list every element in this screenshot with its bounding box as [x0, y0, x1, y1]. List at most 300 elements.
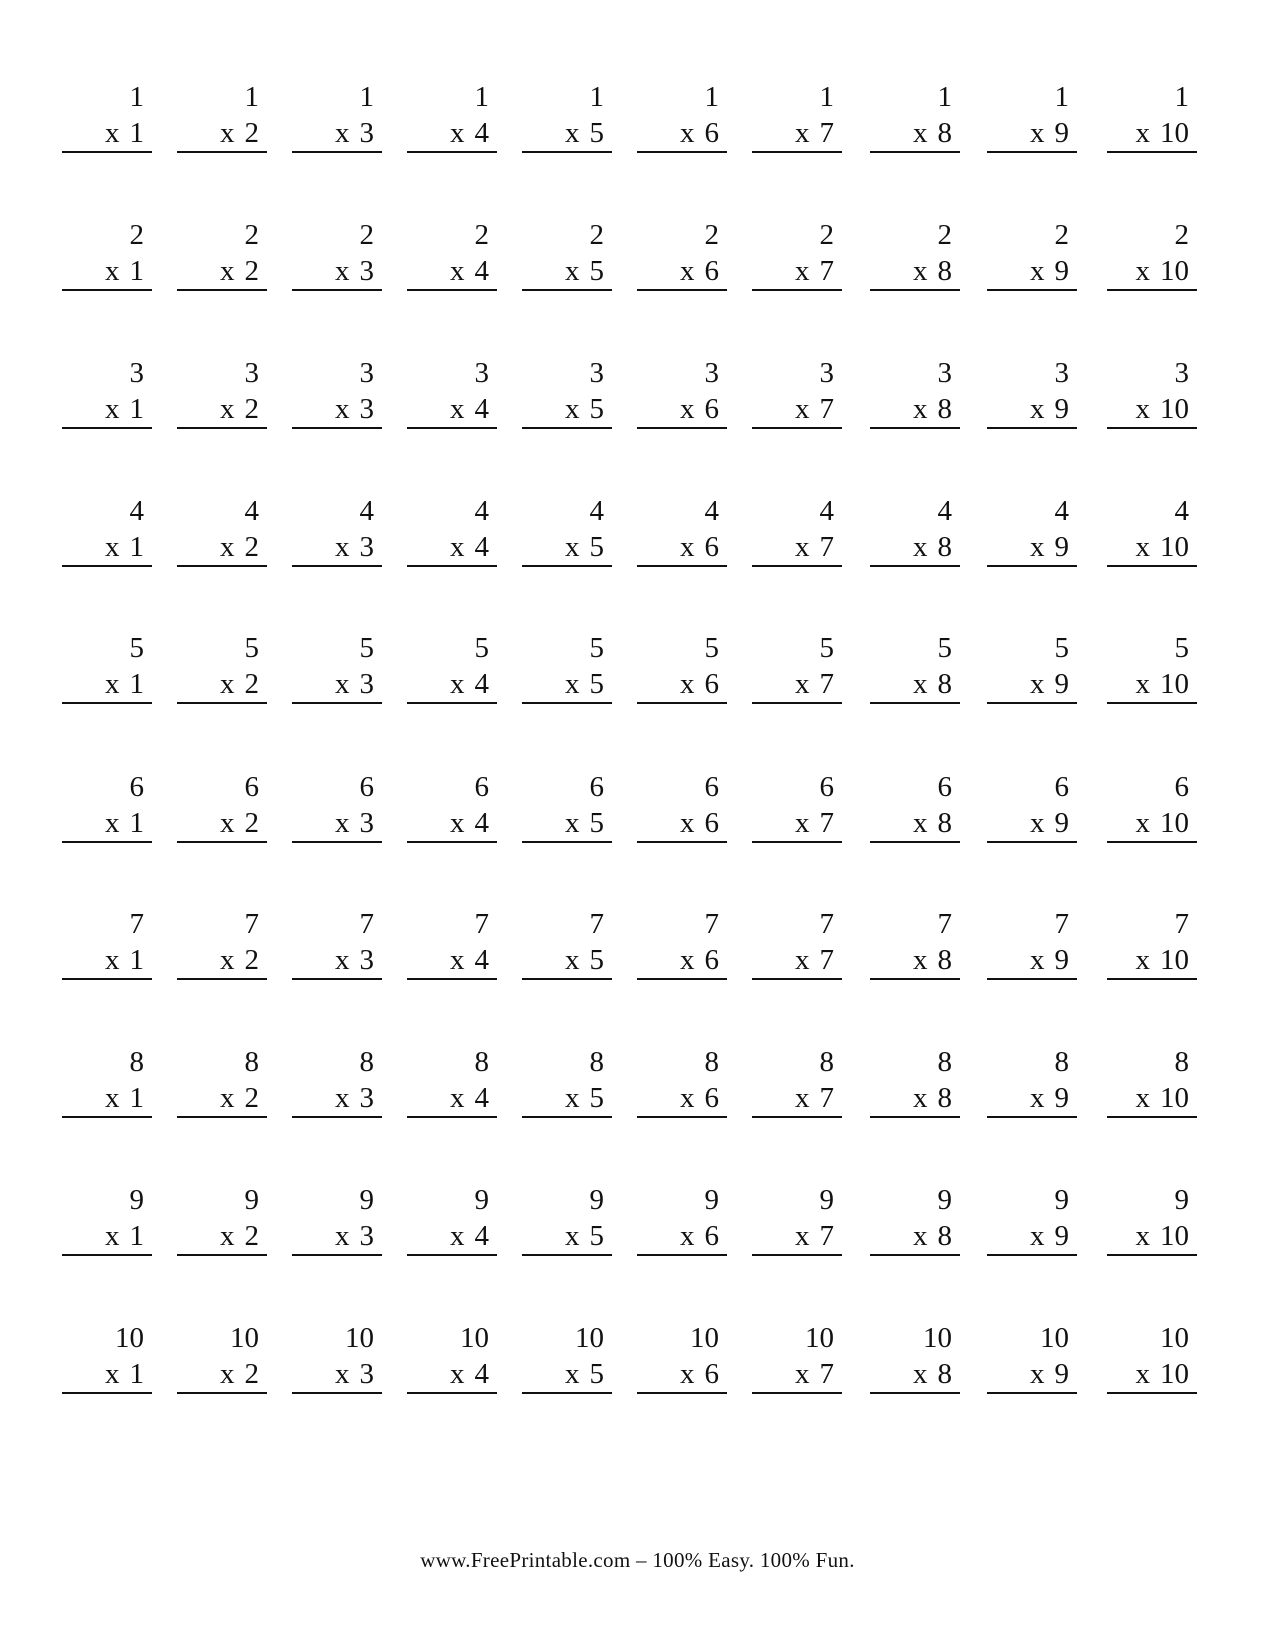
multiplication-problem: [62, 494, 152, 564]
problem-top-number: 3: [244, 357, 259, 389]
multiplication-problem: [62, 907, 152, 977]
multiplication-problem: [637, 1183, 727, 1253]
answer-line: [292, 702, 382, 704]
multiply-operator: x: [565, 1082, 580, 1114]
problem-top-number: 10: [575, 1322, 604, 1354]
multiplication-problem: [1107, 218, 1197, 288]
problem-top-number: 4: [129, 495, 144, 527]
problem-bottom-row: [1030, 1357, 1069, 1391]
problem-top-number: 7: [129, 908, 144, 940]
multiplication-problem: [407, 907, 497, 977]
problem-bottom-row: [220, 806, 259, 840]
problem-bottom-row: [913, 1357, 952, 1391]
answer-line: [522, 702, 612, 704]
multiply-operator: x: [335, 807, 350, 839]
problem-top-number: 9: [1174, 1184, 1189, 1216]
answer-line: [987, 289, 1077, 291]
problem-bottom-number: 7: [819, 1220, 834, 1252]
multiplication-problem: [870, 907, 960, 977]
problem-bottom-number: 8: [937, 117, 952, 149]
multiplication-problem: [637, 907, 727, 977]
answer-line: [637, 978, 727, 980]
multiplication-problem: [62, 80, 152, 150]
problem-bottom-row: [1030, 667, 1069, 701]
problem-top-number: 2: [937, 219, 952, 251]
problem-bottom-row: [795, 254, 834, 288]
problem-bottom-number: 7: [819, 393, 834, 425]
problem-top-number: 5: [474, 632, 489, 664]
problem-bottom-number: 7: [819, 944, 834, 976]
problem-bottom-row: [335, 530, 374, 564]
problem-bottom-row: [565, 392, 604, 426]
problem-top-number: 10: [690, 1322, 719, 1354]
multiply-operator: x: [680, 117, 695, 149]
multiply-operator: x: [565, 668, 580, 700]
multiply-operator: x: [1030, 1358, 1045, 1390]
multiplication-problem: [292, 631, 382, 701]
problem-bottom-number: 6: [704, 1082, 719, 1114]
problem-bottom-row: [105, 116, 144, 150]
problem-top-number: 2: [129, 219, 144, 251]
problem-bottom-number: 9: [1054, 1358, 1069, 1390]
problem-top-number: 9: [244, 1184, 259, 1216]
problem-bottom-number: 7: [819, 531, 834, 563]
answer-line: [522, 1254, 612, 1256]
problem-bottom-number: 10: [1160, 807, 1189, 839]
answer-line: [1107, 151, 1197, 153]
problem-bottom-row: [1030, 254, 1069, 288]
multiplication-problem: [62, 1045, 152, 1115]
multiplication-problem: [407, 1183, 497, 1253]
answer-line: [522, 1116, 612, 1118]
problem-bottom-number: 4: [474, 807, 489, 839]
multiply-operator: x: [335, 944, 350, 976]
multiply-operator: x: [1135, 117, 1150, 149]
multiplication-problem: [292, 770, 382, 840]
multiply-operator: x: [450, 668, 465, 700]
problem-top-number: 3: [1054, 357, 1069, 389]
problem-top-number: 7: [359, 908, 374, 940]
problem-bottom-row: [1136, 806, 1190, 840]
problem-top-number: 3: [704, 357, 719, 389]
answer-line: [637, 565, 727, 567]
problem-bottom-number: 5: [589, 944, 604, 976]
answer-line: [62, 1254, 152, 1256]
multiply-operator: x: [220, 668, 235, 700]
answer-line: [62, 1116, 152, 1118]
multiplication-problem: [870, 218, 960, 288]
multiplication-problem: [62, 631, 152, 701]
answer-line: [752, 1116, 842, 1118]
problem-bottom-number: 2: [244, 1082, 259, 1114]
problem-bottom-row: [450, 254, 489, 288]
multiply-operator: x: [1135, 1358, 1150, 1390]
problem-bottom-row: [1136, 530, 1190, 564]
problem-top-number: 4: [474, 495, 489, 527]
problem-top-number: 8: [1054, 1046, 1069, 1078]
multiply-operator: x: [795, 1358, 810, 1390]
multiplication-problem: [637, 218, 727, 288]
answer-line: [522, 841, 612, 843]
multiply-operator: x: [105, 1082, 120, 1114]
multiplication-problem: [177, 1183, 267, 1253]
answer-line: [177, 1116, 267, 1118]
problem-top-number: 7: [1054, 908, 1069, 940]
multiplication-problem: [177, 631, 267, 701]
problem-bottom-row: [1136, 943, 1190, 977]
multiply-operator: x: [565, 393, 580, 425]
problem-top-number: 4: [244, 495, 259, 527]
multiplication-problem: [62, 218, 152, 288]
problem-bottom-row: [220, 1357, 259, 1391]
problem-bottom-row: [565, 254, 604, 288]
problem-bottom-row: [1136, 254, 1190, 288]
problem-bottom-number: 6: [704, 1220, 719, 1252]
answer-line: [987, 1254, 1077, 1256]
problem-bottom-row: [1136, 1219, 1190, 1253]
multiply-operator: x: [913, 255, 928, 287]
answer-line: [292, 1254, 382, 1256]
answer-line: [407, 289, 497, 291]
problem-bottom-row: [913, 1219, 952, 1253]
multiplication-problem: [522, 80, 612, 150]
problem-top-number: 10: [805, 1322, 834, 1354]
problem-top-number: 7: [819, 908, 834, 940]
problem-bottom-number: 1: [129, 117, 144, 149]
multiplication-problem: [177, 1321, 267, 1391]
answer-line: [637, 702, 727, 704]
problem-bottom-row: [450, 116, 489, 150]
problem-top-number: 5: [1174, 632, 1189, 664]
problem-top-number: 9: [704, 1184, 719, 1216]
problem-bottom-number: 6: [704, 1358, 719, 1390]
multiply-operator: x: [680, 668, 695, 700]
problem-top-number: 8: [359, 1046, 374, 1078]
problem-bottom-number: 9: [1054, 117, 1069, 149]
problem-bottom-number: 3: [359, 1082, 374, 1114]
problem-top-number: 2: [359, 219, 374, 251]
problem-bottom-number: 9: [1054, 944, 1069, 976]
answer-line: [752, 1392, 842, 1394]
problem-top-number: 8: [474, 1046, 489, 1078]
problem-bottom-row: [1030, 943, 1069, 977]
multiply-operator: x: [1135, 393, 1150, 425]
multiply-operator: x: [335, 1082, 350, 1114]
problem-bottom-number: 3: [359, 393, 374, 425]
problem-bottom-number: 5: [589, 393, 604, 425]
answer-line: [522, 565, 612, 567]
answer-line: [522, 151, 612, 153]
problem-bottom-number: 9: [1054, 531, 1069, 563]
multiplication-problem: [62, 356, 152, 426]
problem-top-number: 4: [1054, 495, 1069, 527]
multiplication-problem: [637, 770, 727, 840]
problem-bottom-row: [565, 667, 604, 701]
answer-line: [752, 702, 842, 704]
problem-top-number: 3: [819, 357, 834, 389]
answer-line: [292, 1392, 382, 1394]
problem-top-number: 10: [345, 1322, 374, 1354]
multiplication-problem: [407, 356, 497, 426]
problem-bottom-number: 2: [244, 807, 259, 839]
problem-bottom-row: [680, 254, 719, 288]
multiply-operator: x: [680, 1358, 695, 1390]
multiply-operator: x: [680, 393, 695, 425]
problem-top-number: 1: [244, 81, 259, 113]
multiply-operator: x: [565, 255, 580, 287]
answer-line: [752, 289, 842, 291]
answer-line: [1107, 565, 1197, 567]
multiplication-problem: [752, 1183, 842, 1253]
problem-top-number: 2: [474, 219, 489, 251]
problem-top-number: 10: [230, 1322, 259, 1354]
multiplication-problem: [870, 1183, 960, 1253]
problem-bottom-row: [565, 806, 604, 840]
problem-bottom-row: [220, 1081, 259, 1115]
multiply-operator: x: [220, 1220, 235, 1252]
answer-line: [1107, 427, 1197, 429]
problem-top-number: 2: [244, 219, 259, 251]
multiplication-problem: [292, 1321, 382, 1391]
problem-top-number: 8: [1174, 1046, 1189, 1078]
multiply-operator: x: [565, 944, 580, 976]
problem-bottom-number: 3: [359, 531, 374, 563]
problem-bottom-number: 6: [704, 117, 719, 149]
problem-bottom-row: [450, 1081, 489, 1115]
multiply-operator: x: [105, 807, 120, 839]
problem-top-number: 2: [704, 219, 719, 251]
multiply-operator: x: [913, 807, 928, 839]
answer-line: [987, 151, 1077, 153]
problem-bottom-row: [335, 392, 374, 426]
problem-top-number: 6: [819, 771, 834, 803]
multiplication-problem: [522, 770, 612, 840]
problem-bottom-row: [565, 943, 604, 977]
multiplication-problem: [407, 1321, 497, 1391]
problem-top-number: 6: [589, 771, 604, 803]
problem-bottom-row: [1030, 1219, 1069, 1253]
problem-bottom-number: 2: [244, 393, 259, 425]
multiply-operator: x: [335, 255, 350, 287]
multiply-operator: x: [913, 668, 928, 700]
problem-bottom-row: [565, 1357, 604, 1391]
problem-bottom-number: 2: [244, 944, 259, 976]
multiplication-problem: [1107, 1321, 1197, 1391]
answer-line: [522, 1392, 612, 1394]
multiply-operator: x: [565, 1220, 580, 1252]
problem-bottom-row: [1030, 806, 1069, 840]
multiplication-problem: [292, 494, 382, 564]
problem-bottom-number: 8: [937, 1358, 952, 1390]
multiplication-problem: [1107, 494, 1197, 564]
multiplication-problem: [522, 356, 612, 426]
answer-line: [987, 427, 1077, 429]
multiplication-problem: [987, 356, 1077, 426]
problem-top-number: 1: [474, 81, 489, 113]
problem-bottom-number: 1: [129, 393, 144, 425]
problem-bottom-number: 8: [937, 1220, 952, 1252]
problem-bottom-row: [105, 254, 144, 288]
multiply-operator: x: [795, 807, 810, 839]
problem-top-number: 8: [819, 1046, 834, 1078]
answer-line: [1107, 289, 1197, 291]
problem-top-number: 5: [359, 632, 374, 664]
multiply-operator: x: [565, 1358, 580, 1390]
problem-top-number: 5: [589, 632, 604, 664]
answer-line: [407, 565, 497, 567]
multiply-operator: x: [1135, 668, 1150, 700]
problem-bottom-number: 10: [1160, 668, 1189, 700]
answer-line: [1107, 1392, 1197, 1394]
answer-line: [870, 565, 960, 567]
multiply-operator: x: [105, 531, 120, 563]
problem-top-number: 2: [589, 219, 604, 251]
problem-bottom-row: [680, 1219, 719, 1253]
multiply-operator: x: [335, 117, 350, 149]
problem-bottom-number: 4: [474, 117, 489, 149]
problem-top-number: 8: [244, 1046, 259, 1078]
problem-top-number: 5: [244, 632, 259, 664]
multiplication-problem: [637, 356, 727, 426]
multiplication-problem: [987, 631, 1077, 701]
problem-bottom-number: 1: [129, 944, 144, 976]
problem-top-number: 4: [937, 495, 952, 527]
answer-line: [407, 1116, 497, 1118]
problem-top-number: 6: [474, 771, 489, 803]
problem-bottom-row: [105, 1357, 144, 1391]
problem-bottom-number: 4: [474, 1358, 489, 1390]
problem-bottom-number: 8: [937, 944, 952, 976]
problem-top-number: 1: [819, 81, 834, 113]
answer-line: [987, 702, 1077, 704]
multiplication-problem: [752, 907, 842, 977]
multiply-operator: x: [1030, 255, 1045, 287]
multiply-operator: x: [450, 393, 465, 425]
multiply-operator: x: [565, 807, 580, 839]
problem-bottom-number: 9: [1054, 1220, 1069, 1252]
answer-line: [407, 978, 497, 980]
multiply-operator: x: [220, 1358, 235, 1390]
problem-bottom-row: [450, 943, 489, 977]
problem-bottom-number: 7: [819, 255, 834, 287]
problem-top-number: 10: [1160, 1322, 1189, 1354]
problem-bottom-row: [1136, 392, 1190, 426]
multiply-operator: x: [105, 668, 120, 700]
problem-bottom-row: [335, 806, 374, 840]
problem-bottom-number: 4: [474, 255, 489, 287]
problem-bottom-row: [450, 1219, 489, 1253]
answer-line: [62, 841, 152, 843]
multiply-operator: x: [565, 531, 580, 563]
problem-bottom-row: [220, 1219, 259, 1253]
multiplication-problem: [870, 631, 960, 701]
multiply-operator: x: [913, 1220, 928, 1252]
multiply-operator: x: [450, 1220, 465, 1252]
multiply-operator: x: [1135, 255, 1150, 287]
problem-bottom-row: [913, 116, 952, 150]
answer-line: [987, 1392, 1077, 1394]
problem-bottom-row: [565, 530, 604, 564]
problem-bottom-number: 1: [129, 1220, 144, 1252]
problem-top-number: 3: [589, 357, 604, 389]
multiply-operator: x: [680, 807, 695, 839]
problem-top-number: 6: [359, 771, 374, 803]
multiply-operator: x: [795, 255, 810, 287]
problem-bottom-number: 8: [937, 255, 952, 287]
problem-bottom-row: [795, 116, 834, 150]
problem-bottom-number: 5: [589, 668, 604, 700]
answer-line: [177, 978, 267, 980]
multiplication-problem: [637, 631, 727, 701]
multiplication-problem: [292, 80, 382, 150]
multiply-operator: x: [795, 668, 810, 700]
multiply-operator: x: [220, 117, 235, 149]
multiply-operator: x: [795, 1220, 810, 1252]
multiplication-problem: [407, 80, 497, 150]
problem-bottom-number: 3: [359, 944, 374, 976]
multiply-operator: x: [220, 255, 235, 287]
problem-bottom-number: 1: [129, 1358, 144, 1390]
problem-bottom-row: [913, 1081, 952, 1115]
problem-top-number: 4: [1174, 495, 1189, 527]
problem-top-number: 9: [937, 1184, 952, 1216]
multiply-operator: x: [1030, 944, 1045, 976]
answer-line: [987, 1116, 1077, 1118]
problem-bottom-number: 2: [244, 1220, 259, 1252]
answer-line: [987, 565, 1077, 567]
problem-top-number: 9: [474, 1184, 489, 1216]
multiplication-problem: [752, 218, 842, 288]
multiplication-problem: [752, 80, 842, 150]
problem-bottom-row: [1136, 667, 1190, 701]
multiply-operator: x: [335, 1358, 350, 1390]
multiply-operator: x: [335, 668, 350, 700]
multiply-operator: x: [795, 117, 810, 149]
multiply-operator: x: [105, 117, 120, 149]
problem-bottom-row: [913, 806, 952, 840]
problem-bottom-number: 7: [819, 117, 834, 149]
problem-bottom-number: 7: [819, 807, 834, 839]
multiply-operator: x: [795, 1082, 810, 1114]
answer-line: [407, 1254, 497, 1256]
problem-bottom-row: [795, 1357, 834, 1391]
problem-bottom-number: 3: [359, 117, 374, 149]
multiply-operator: x: [1030, 531, 1045, 563]
problem-bottom-number: 6: [704, 255, 719, 287]
multiply-operator: x: [220, 944, 235, 976]
problem-bottom-number: 10: [1160, 393, 1189, 425]
problem-top-number: 6: [937, 771, 952, 803]
multiplication-problem: [870, 770, 960, 840]
problem-top-number: 1: [129, 81, 144, 113]
problem-top-number: 3: [359, 357, 374, 389]
multiply-operator: x: [913, 531, 928, 563]
problem-bottom-row: [335, 1357, 374, 1391]
multiplication-problem: [177, 770, 267, 840]
multiply-operator: x: [335, 393, 350, 425]
problem-bottom-number: 5: [589, 1220, 604, 1252]
answer-line: [292, 978, 382, 980]
multiplication-problem: [637, 80, 727, 150]
answer-line: [870, 1392, 960, 1394]
multiplication-problem: [522, 494, 612, 564]
problem-bottom-row: [680, 1081, 719, 1115]
multiply-operator: x: [450, 1358, 465, 1390]
multiplication-problem: [1107, 356, 1197, 426]
problem-top-number: 6: [1054, 771, 1069, 803]
problem-bottom-row: [105, 943, 144, 977]
problem-top-number: 6: [704, 771, 719, 803]
